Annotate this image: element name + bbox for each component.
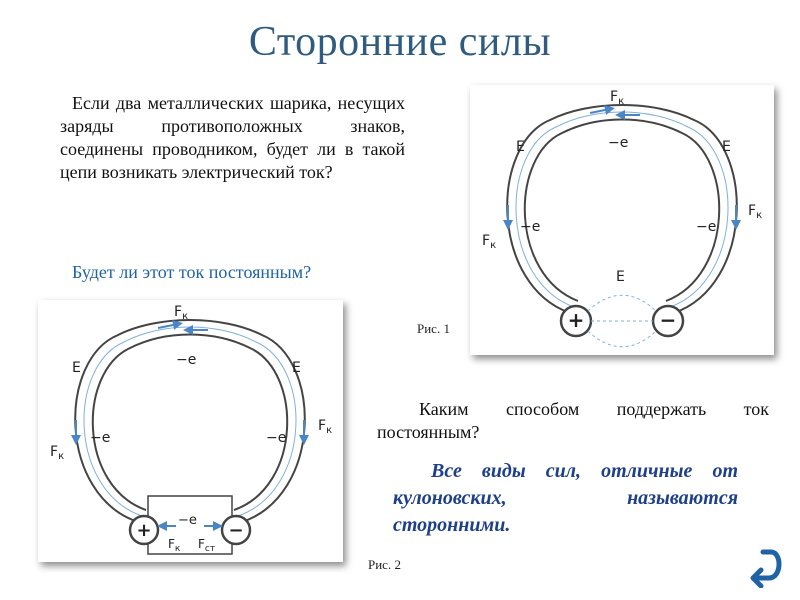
electron-label-source: −e: [178, 513, 197, 528]
force-label-top: $F_к$: [610, 89, 625, 107]
figure-1: [470, 85, 774, 355]
force-label-left: $F_к$: [50, 444, 65, 462]
minus-sign: −: [228, 520, 244, 541]
coulomb-force-label-source: $F_к$: [168, 537, 181, 554]
field-label-left: E: [516, 139, 525, 155]
external-force-label: $F_{ст}$: [198, 537, 216, 554]
force-label-right: $F_к$: [318, 418, 333, 436]
figure-2-diagram: [38, 300, 343, 562]
figure-2: [38, 300, 343, 562]
question-text: Если два металлических шарика, несущих заряды противоположных знаков, соединены проводником, будет ли в такой цепи возникать электрический ток?: [60, 93, 405, 182]
force-label-left: $F_к$: [482, 233, 497, 251]
electron-label-left: −e: [520, 219, 541, 235]
answer-text: Все виды сил, отличные от кулоновских, называются сторонними.: [393, 460, 738, 536]
figure-2-caption: Рис. 2: [368, 557, 401, 572]
force-label-right: $F_к$: [748, 203, 763, 221]
figure-1-diagram: [470, 85, 774, 355]
electron-label-left: −e: [90, 430, 111, 446]
return-arrow-icon[interactable]: [749, 546, 787, 588]
electron-label-top: −e: [608, 135, 629, 151]
figure-1-caption: Рис. 1: [417, 321, 450, 336]
question-2-text: Каким способом поддержать ток постоянным?: [377, 399, 769, 442]
electron-label-right: −e: [266, 430, 287, 446]
field-label-left: E: [72, 360, 81, 376]
electron-label-right: −e: [696, 219, 717, 235]
plus-sign: +: [567, 308, 585, 332]
question-emphasis: Будет ли этот ток постоянным?: [72, 262, 312, 282]
field-label-right: E: [722, 139, 731, 155]
slide-title: Сторонние силы: [248, 19, 552, 65]
plus-sign: +: [136, 520, 152, 541]
field-label-bottom: E: [616, 269, 625, 285]
field-label-right: E: [292, 360, 301, 376]
force-label-top: $F_к$: [174, 304, 189, 322]
minus-sign: −: [659, 308, 677, 332]
electron-label-top: −e: [176, 352, 197, 368]
